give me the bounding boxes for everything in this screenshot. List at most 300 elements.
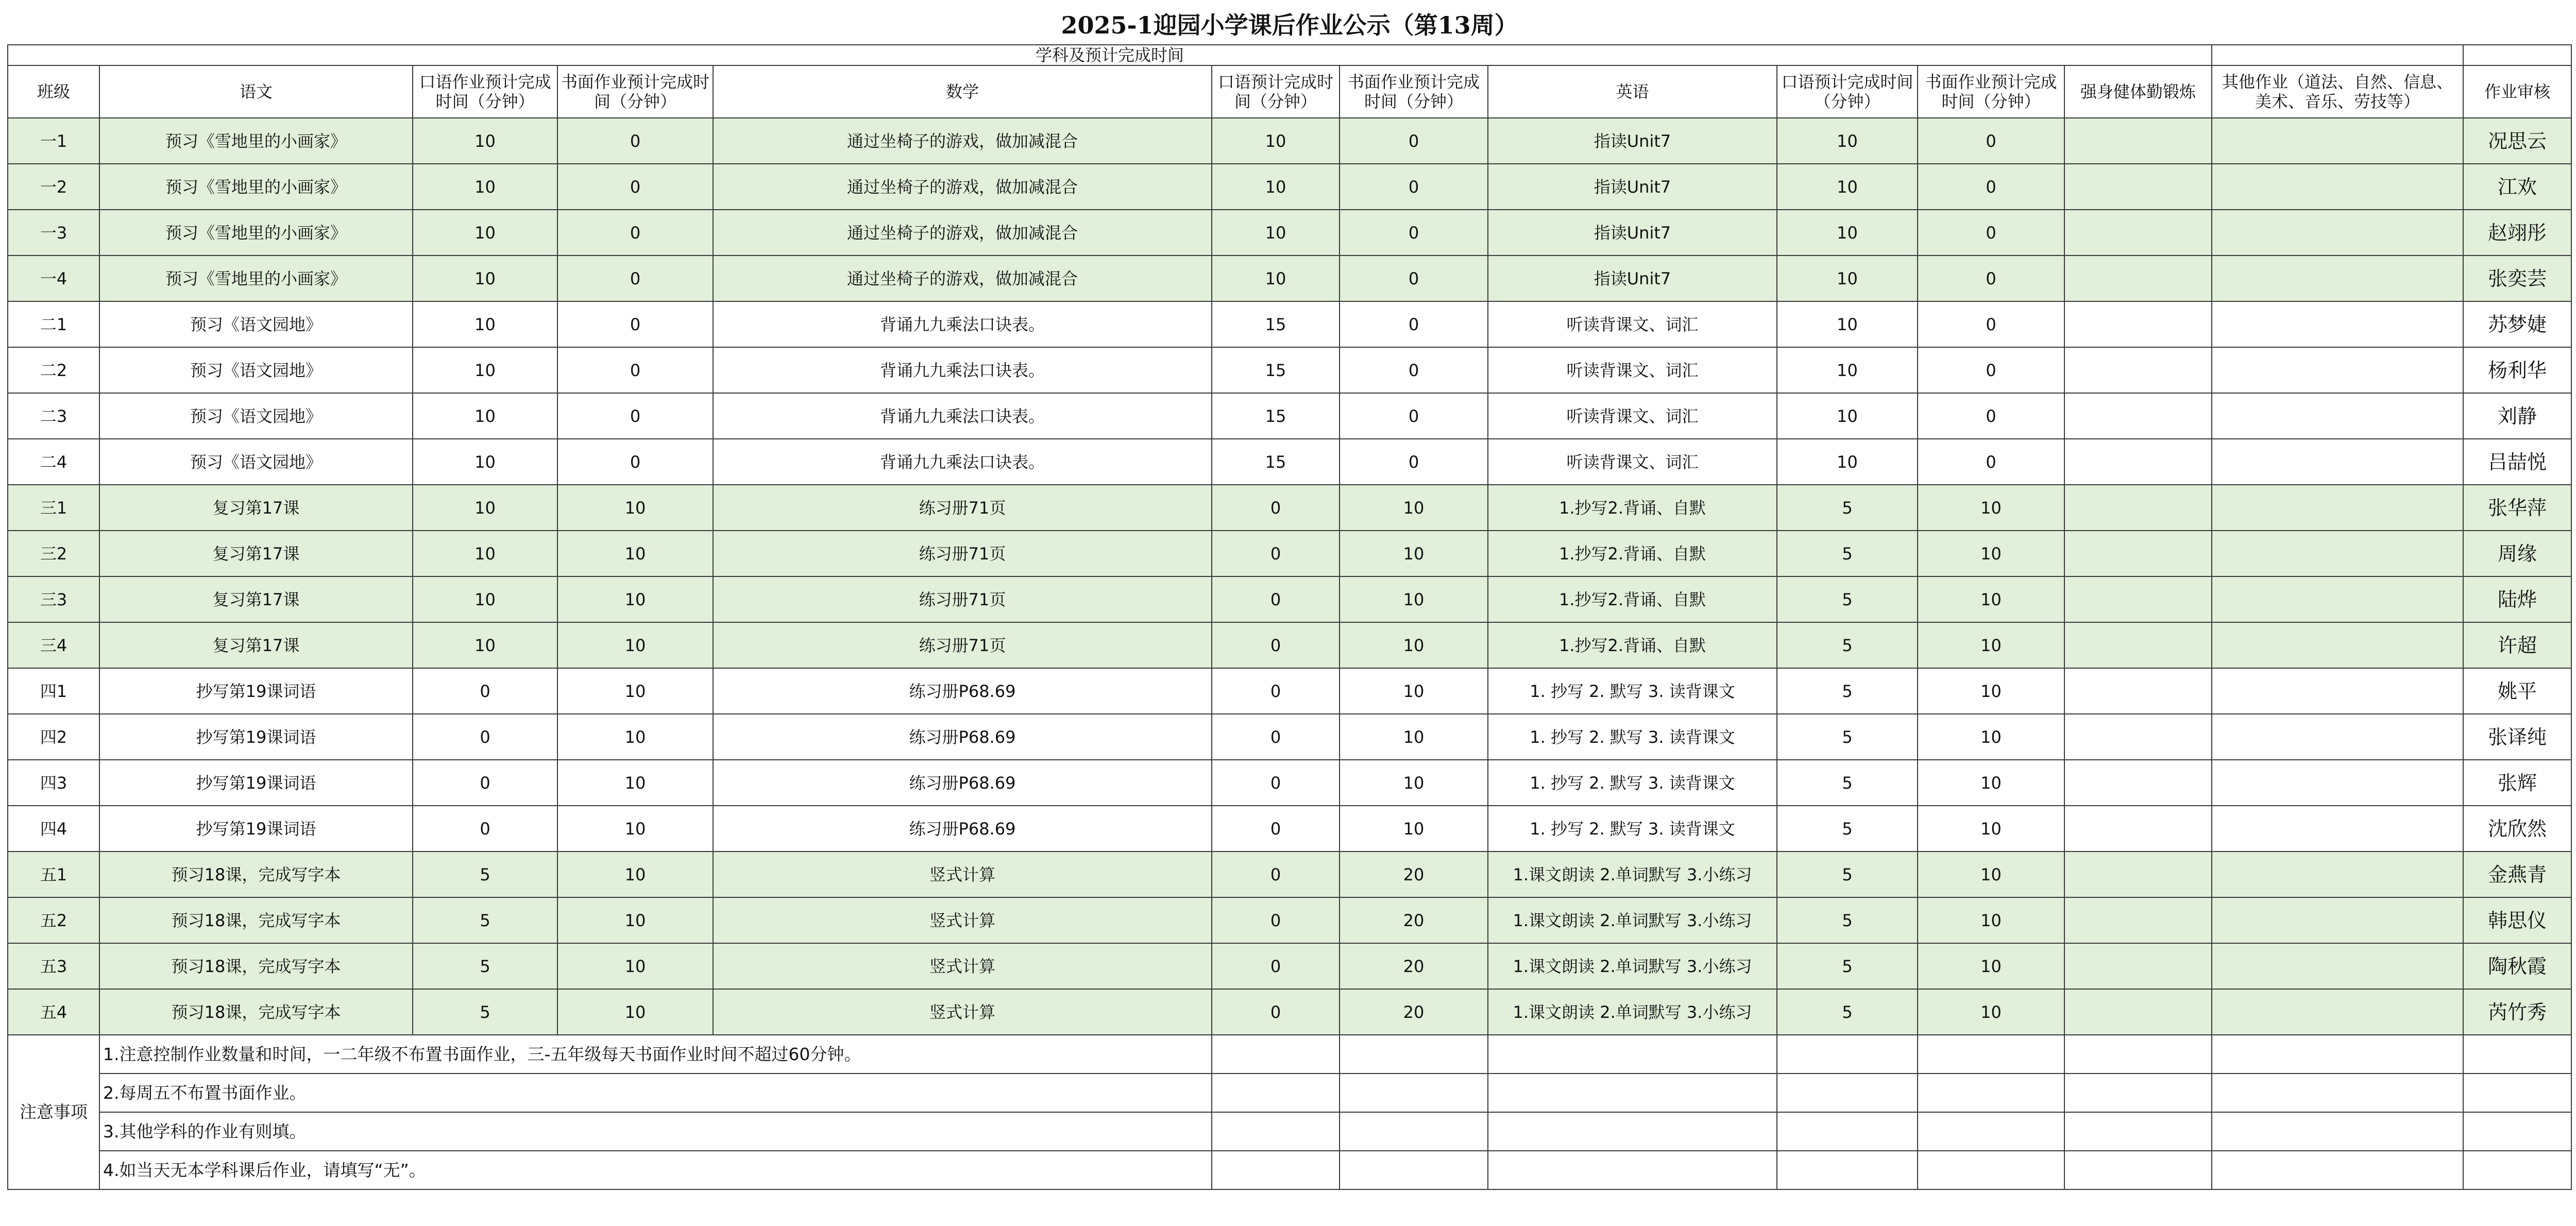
cell-english: 指读Unit7	[1488, 256, 1777, 301]
table-row	[8, 897, 2571, 943]
cell-english-oral: 5	[1777, 622, 1918, 668]
cell-reviewer: 刘静	[2463, 393, 2571, 439]
cell-chinese-oral: 0	[413, 806, 557, 852]
cell-math: 练习册P68.69	[713, 714, 1212, 760]
cell-chinese-written: 0	[557, 210, 713, 256]
table-row	[8, 393, 2571, 439]
cell-math: 练习册71页	[713, 485, 1212, 531]
cell-reviewer: 沈欣然	[2463, 806, 2571, 852]
cell-reviewer: 杨利华	[2463, 347, 2571, 393]
note-blank-cell	[2212, 1074, 2463, 1112]
cell-chinese-oral: 10	[413, 210, 557, 256]
cell-chinese-oral: 5	[413, 989, 557, 1035]
cell-chinese-written: 10	[557, 852, 713, 897]
cell-chinese-oral: 10	[413, 118, 557, 164]
note-row	[8, 1074, 2571, 1112]
cell-chinese: 复习第17课	[99, 531, 413, 576]
cell-english: 1. 抄写 2. 默写 3. 读背课文	[1488, 806, 1777, 852]
cell-english-oral: 10	[1777, 347, 1918, 393]
header-math-oral: 口语预计完成时间（分钟）	[1212, 65, 1340, 118]
cell-math: 通过坐椅子的游戏，做加减混合	[713, 256, 1212, 301]
cell-english: 1.抄写2.背诵、自默	[1488, 485, 1777, 531]
cell-english: 听读背课文、词汇	[1488, 347, 1777, 393]
subheader-blank-cell	[2463, 45, 2571, 65]
cell-class: 一1	[8, 118, 99, 164]
cell-math: 练习册P68.69	[713, 760, 1212, 806]
cell-chinese: 抄写第19课词语	[99, 806, 413, 852]
cell-exercise	[2064, 164, 2212, 210]
note-blank-cell	[2064, 1151, 2212, 1189]
cell-class: 二2	[8, 347, 99, 393]
cell-math-oral: 0	[1212, 531, 1340, 576]
note-blank-cell	[2463, 1074, 2571, 1112]
note-blank-cell	[2064, 1035, 2212, 1074]
cell-chinese-oral: 0	[413, 714, 557, 760]
cell-english: 1.课文朗读 2.单词默写 3.小练习	[1488, 897, 1777, 943]
table-row	[8, 806, 2571, 852]
cell-reviewer: 韩思仪	[2463, 897, 2571, 943]
cell-math-written: 0	[1340, 301, 1488, 347]
note-text: 3.其他学科的作业有则填。	[99, 1112, 1212, 1151]
cell-english-oral: 5	[1777, 760, 1918, 806]
cell-chinese-written: 10	[557, 531, 713, 576]
cell-chinese: 抄写第19课词语	[99, 714, 413, 760]
cell-chinese-oral: 10	[413, 576, 557, 622]
cell-math-oral: 0	[1212, 576, 1340, 622]
cell-other	[2212, 164, 2463, 210]
cell-math: 竖式计算	[713, 852, 1212, 897]
note-blank-cell	[1918, 1112, 2064, 1151]
cell-english: 1.课文朗读 2.单词默写 3.小练习	[1488, 943, 1777, 989]
cell-chinese-written: 10	[557, 622, 713, 668]
cell-english: 1.抄写2.背诵、自默	[1488, 576, 1777, 622]
note-blank-cell	[1918, 1035, 2064, 1074]
cell-chinese-written: 10	[557, 668, 713, 714]
cell-math-oral: 0	[1212, 485, 1340, 531]
cell-english: 1.抄写2.背诵、自默	[1488, 622, 1777, 668]
cell-class: 五4	[8, 989, 99, 1035]
cell-english-written: 0	[1918, 301, 2064, 347]
cell-reviewer: 陶秋霞	[2463, 943, 2571, 989]
cell-english: 听读背课文、词汇	[1488, 301, 1777, 347]
cell-math-oral: 10	[1212, 118, 1340, 164]
cell-chinese-oral: 5	[413, 943, 557, 989]
cell-english-oral: 5	[1777, 485, 1918, 531]
cell-chinese: 预习《雪地里的小画家》	[99, 210, 413, 256]
note-blank-cell	[1488, 1074, 1777, 1112]
cell-chinese-written: 10	[557, 897, 713, 943]
note-blank-cell	[1212, 1151, 1340, 1189]
cell-exercise	[2064, 622, 2212, 668]
cell-english: 1. 抄写 2. 默写 3. 读背课文	[1488, 714, 1777, 760]
cell-math-written: 10	[1340, 760, 1488, 806]
cell-math-oral: 10	[1212, 210, 1340, 256]
cell-chinese: 复习第17课	[99, 576, 413, 622]
header-reviewer: 作业审核	[2463, 65, 2571, 118]
cell-chinese-written: 10	[557, 806, 713, 852]
cell-exercise	[2064, 210, 2212, 256]
cell-chinese: 预习《语文园地》	[99, 439, 413, 485]
cell-chinese-oral: 5	[413, 852, 557, 897]
cell-math-oral: 15	[1212, 439, 1340, 485]
cell-reviewer: 金燕青	[2463, 852, 2571, 897]
cell-english-oral: 10	[1777, 256, 1918, 301]
note-blank-cell	[1777, 1112, 1918, 1151]
cell-exercise	[2064, 485, 2212, 531]
cell-chinese-oral: 10	[413, 439, 557, 485]
cell-math-written: 0	[1340, 210, 1488, 256]
cell-math-oral: 0	[1212, 852, 1340, 897]
header-exercise: 强身健体勤锻炼	[2064, 65, 2212, 118]
note-blank-cell	[2212, 1112, 2463, 1151]
cell-reviewer: 赵翊彤	[2463, 210, 2571, 256]
page-title: 2025-1迎园小学课后作业公示（第13周）	[8, 6, 2571, 45]
cell-chinese-oral: 0	[413, 760, 557, 806]
cell-exercise	[2064, 897, 2212, 943]
cell-english-written: 0	[1918, 393, 2064, 439]
cell-class: 四2	[8, 714, 99, 760]
cell-english-written: 0	[1918, 256, 2064, 301]
cell-math: 通过坐椅子的游戏，做加减混合	[713, 164, 1212, 210]
note-blank-cell	[2212, 1035, 2463, 1074]
cell-math-oral: 15	[1212, 301, 1340, 347]
notes-label: 注意事项	[8, 1035, 99, 1189]
cell-chinese-oral: 5	[413, 897, 557, 943]
cell-reviewer: 江欢	[2463, 164, 2571, 210]
cell-chinese-oral: 10	[413, 164, 557, 210]
cell-math: 背诵九九乘法口诀表。	[713, 301, 1212, 347]
homework-table	[7, 6, 2572, 1190]
cell-other	[2212, 714, 2463, 760]
note-blank-cell	[2463, 1112, 2571, 1151]
cell-english-oral: 5	[1777, 806, 1918, 852]
cell-other	[2212, 485, 2463, 531]
cell-math-oral: 0	[1212, 897, 1340, 943]
cell-english: 1. 抄写 2. 默写 3. 读背课文	[1488, 760, 1777, 806]
cell-class: 五3	[8, 943, 99, 989]
cell-class: 二3	[8, 393, 99, 439]
cell-math: 背诵九九乘法口诀表。	[713, 347, 1212, 393]
cell-math-written: 0	[1340, 256, 1488, 301]
cell-reviewer: 张辉	[2463, 760, 2571, 806]
cell-english-written: 0	[1918, 164, 2064, 210]
cell-math-written: 0	[1340, 347, 1488, 393]
cell-math-written: 10	[1340, 714, 1488, 760]
cell-chinese-written: 10	[557, 485, 713, 531]
cell-english-oral: 10	[1777, 164, 1918, 210]
cell-math: 背诵九九乘法口诀表。	[713, 393, 1212, 439]
note-blank-cell	[1212, 1112, 1340, 1151]
subject-subheader: 学科及预计完成时间	[8, 45, 2212, 65]
table-row	[8, 118, 2571, 164]
cell-english-oral: 5	[1777, 668, 1918, 714]
cell-english: 1.抄写2.背诵、自默	[1488, 531, 1777, 576]
cell-math: 竖式计算	[713, 989, 1212, 1035]
note-blank-cell	[1918, 1074, 2064, 1112]
cell-math: 背诵九九乘法口诀表。	[713, 439, 1212, 485]
cell-math-written: 20	[1340, 943, 1488, 989]
cell-chinese-oral: 10	[413, 485, 557, 531]
cell-english: 1. 抄写 2. 默写 3. 读背课文	[1488, 668, 1777, 714]
cell-english-written: 0	[1918, 439, 2064, 485]
note-blank-cell	[1340, 1112, 1488, 1151]
note-blank-cell	[1777, 1035, 1918, 1074]
cell-math-oral: 10	[1212, 164, 1340, 210]
cell-chinese: 复习第17课	[99, 622, 413, 668]
cell-math: 练习册P68.69	[713, 668, 1212, 714]
cell-reviewer: 张译纯	[2463, 714, 2571, 760]
cell-english: 指读Unit7	[1488, 118, 1777, 164]
table-row	[8, 760, 2571, 806]
cell-other	[2212, 989, 2463, 1035]
cell-chinese-written: 0	[557, 301, 713, 347]
note-blank-cell	[1488, 1035, 1777, 1074]
cell-english: 听读背课文、词汇	[1488, 393, 1777, 439]
cell-english-written: 10	[1918, 668, 2064, 714]
note-blank-cell	[1777, 1074, 1918, 1112]
cell-english-written: 0	[1918, 210, 2064, 256]
table-row	[8, 989, 2571, 1035]
table-row	[8, 164, 2571, 210]
cell-math: 通过坐椅子的游戏，做加减混合	[713, 118, 1212, 164]
cell-english-written: 10	[1918, 531, 2064, 576]
cell-reviewer: 吕喆悦	[2463, 439, 2571, 485]
cell-other	[2212, 439, 2463, 485]
cell-exercise	[2064, 668, 2212, 714]
header-english-written: 书面作业预计完成时间（分钟）	[1918, 65, 2064, 118]
cell-other	[2212, 118, 2463, 164]
cell-exercise	[2064, 852, 2212, 897]
cell-math: 练习册71页	[713, 622, 1212, 668]
cell-class: 四4	[8, 806, 99, 852]
cell-chinese-written: 0	[557, 256, 713, 301]
cell-class: 三3	[8, 576, 99, 622]
cell-chinese-oral: 0	[413, 668, 557, 714]
cell-math-written: 20	[1340, 897, 1488, 943]
note-blank-cell	[1488, 1112, 1777, 1151]
cell-english-written: 10	[1918, 989, 2064, 1035]
cell-chinese-oral: 10	[413, 301, 557, 347]
cell-math-written: 10	[1340, 531, 1488, 576]
cell-reviewer: 张华萍	[2463, 485, 2571, 531]
cell-english-written: 10	[1918, 714, 2064, 760]
cell-other	[2212, 668, 2463, 714]
cell-chinese-written: 0	[557, 164, 713, 210]
table-row	[8, 210, 2571, 256]
cell-chinese-written: 10	[557, 714, 713, 760]
cell-chinese: 预习18课，完成写字本	[99, 943, 413, 989]
cell-exercise	[2064, 576, 2212, 622]
cell-other	[2212, 393, 2463, 439]
cell-other	[2212, 760, 2463, 806]
cell-chinese: 抄写第19课词语	[99, 760, 413, 806]
cell-math-oral: 0	[1212, 943, 1340, 989]
cell-other	[2212, 806, 2463, 852]
cell-exercise	[2064, 760, 2212, 806]
cell-math-written: 10	[1340, 622, 1488, 668]
cell-other	[2212, 301, 2463, 347]
cell-reviewer: 许超	[2463, 622, 2571, 668]
cell-math-oral: 0	[1212, 806, 1340, 852]
note-blank-cell	[1777, 1151, 1918, 1189]
note-row	[8, 1112, 2571, 1151]
cell-math-oral: 0	[1212, 622, 1340, 668]
cell-english-oral: 10	[1777, 118, 1918, 164]
cell-math-written: 10	[1340, 806, 1488, 852]
header-chinese-oral: 口语作业预计完成时间（分钟）	[413, 65, 557, 118]
cell-chinese: 预习《语文园地》	[99, 301, 413, 347]
cell-english-written: 10	[1918, 806, 2064, 852]
cell-chinese: 预习18课，完成写字本	[99, 897, 413, 943]
cell-chinese: 预习《雪地里的小画家》	[99, 118, 413, 164]
table-row	[8, 943, 2571, 989]
note-text: 2.每周五不布置书面作业。	[99, 1074, 1212, 1112]
cell-chinese: 预习18课，完成写字本	[99, 852, 413, 897]
cell-other	[2212, 210, 2463, 256]
cell-math-oral: 15	[1212, 347, 1340, 393]
cell-math-oral: 0	[1212, 760, 1340, 806]
cell-english-written: 0	[1918, 118, 2064, 164]
cell-english: 指读Unit7	[1488, 210, 1777, 256]
cell-english-written: 10	[1918, 576, 2064, 622]
cell-math-written: 0	[1340, 164, 1488, 210]
cell-other	[2212, 576, 2463, 622]
cell-math: 练习册P68.69	[713, 806, 1212, 852]
cell-english-oral: 5	[1777, 531, 1918, 576]
note-text: 4.如当天无本学科课后作业，请填写“无”。	[99, 1151, 1212, 1189]
cell-exercise	[2064, 943, 2212, 989]
cell-english: 听读背课文、词汇	[1488, 439, 1777, 485]
header-class: 班级	[8, 65, 99, 118]
cell-chinese-oral: 10	[413, 531, 557, 576]
cell-other	[2212, 531, 2463, 576]
cell-reviewer: 芮竹秀	[2463, 989, 2571, 1035]
cell-chinese: 抄写第19课词语	[99, 668, 413, 714]
table-row	[8, 714, 2571, 760]
note-blank-cell	[1340, 1074, 1488, 1112]
note-blank-cell	[1212, 1074, 1340, 1112]
table-row	[8, 301, 2571, 347]
cell-chinese-written: 0	[557, 118, 713, 164]
cell-exercise	[2064, 118, 2212, 164]
table-row	[8, 439, 2571, 485]
cell-english-oral: 10	[1777, 393, 1918, 439]
cell-english-oral: 10	[1777, 439, 1918, 485]
cell-chinese-oral: 10	[413, 622, 557, 668]
cell-class: 一4	[8, 256, 99, 301]
cell-exercise	[2064, 806, 2212, 852]
table-row	[8, 485, 2571, 531]
note-blank-cell	[2463, 1035, 2571, 1074]
cell-reviewer: 苏梦婕	[2463, 301, 2571, 347]
cell-math-oral: 15	[1212, 393, 1340, 439]
cell-english-written: 10	[1918, 852, 2064, 897]
note-blank-cell	[1212, 1035, 1340, 1074]
cell-reviewer: 姚平	[2463, 668, 2571, 714]
cell-reviewer: 陆烨	[2463, 576, 2571, 622]
cell-other	[2212, 852, 2463, 897]
header-english-oral: 口语预计完成时间（分钟）	[1777, 65, 1918, 118]
cell-english: 1.课文朗读 2.单词默写 3.小练习	[1488, 989, 1777, 1035]
table-row	[8, 347, 2571, 393]
cell-math-written: 0	[1340, 439, 1488, 485]
note-blank-cell	[1340, 1151, 1488, 1189]
cell-chinese-written: 10	[557, 989, 713, 1035]
cell-math-written: 10	[1340, 576, 1488, 622]
note-text: 1.注意控制作业数量和时间，一二年级不布置书面作业，三-五年级每天书面作业时间不超过60分钟。	[99, 1035, 1212, 1074]
cell-chinese: 预习《语文园地》	[99, 347, 413, 393]
cell-class: 一3	[8, 210, 99, 256]
cell-english-written: 10	[1918, 485, 2064, 531]
cell-math: 通过坐椅子的游戏，做加减混合	[713, 210, 1212, 256]
cell-english: 1.课文朗读 2.单词默写 3.小练习	[1488, 852, 1777, 897]
note-row	[8, 1035, 2571, 1074]
cell-class: 三4	[8, 622, 99, 668]
cell-chinese: 预习《语文园地》	[99, 393, 413, 439]
note-blank-cell	[2064, 1074, 2212, 1112]
cell-english-written: 10	[1918, 760, 2064, 806]
cell-chinese-written: 0	[557, 347, 713, 393]
cell-english-written: 10	[1918, 897, 2064, 943]
cell-math-written: 10	[1340, 668, 1488, 714]
cell-math-oral: 0	[1212, 714, 1340, 760]
cell-chinese: 复习第17课	[99, 485, 413, 531]
cell-chinese-written: 10	[557, 576, 713, 622]
cell-math-written: 20	[1340, 852, 1488, 897]
note-row	[8, 1151, 2571, 1189]
cell-english: 指读Unit7	[1488, 164, 1777, 210]
cell-class: 五1	[8, 852, 99, 897]
cell-chinese-oral: 10	[413, 393, 557, 439]
header-math-written: 书面作业预计完成时间（分钟）	[1340, 65, 1488, 118]
note-blank-cell	[1488, 1151, 1777, 1189]
header-english: 英语	[1488, 65, 1777, 118]
cell-chinese-written: 0	[557, 393, 713, 439]
cell-math: 竖式计算	[713, 897, 1212, 943]
cell-math-written: 0	[1340, 118, 1488, 164]
cell-exercise	[2064, 531, 2212, 576]
table-row	[8, 531, 2571, 576]
cell-math: 练习册71页	[713, 576, 1212, 622]
table-row	[8, 622, 2571, 668]
table-row	[8, 576, 2571, 622]
cell-other	[2212, 622, 2463, 668]
cell-other	[2212, 256, 2463, 301]
cell-exercise	[2064, 714, 2212, 760]
cell-class: 三1	[8, 485, 99, 531]
cell-chinese-written: 10	[557, 760, 713, 806]
cell-class: 一2	[8, 164, 99, 210]
cell-exercise	[2064, 989, 2212, 1035]
cell-exercise	[2064, 347, 2212, 393]
cell-chinese: 预习《雪地里的小画家》	[99, 164, 413, 210]
cell-english-oral: 5	[1777, 852, 1918, 897]
cell-class: 三2	[8, 531, 99, 576]
table-row	[8, 256, 2571, 301]
cell-other	[2212, 347, 2463, 393]
note-blank-cell	[2212, 1151, 2463, 1189]
cell-class: 四1	[8, 668, 99, 714]
cell-math-oral: 10	[1212, 256, 1340, 301]
header-chinese-written: 书面作业预计完成时间（分钟）	[557, 65, 713, 118]
cell-english-oral: 5	[1777, 897, 1918, 943]
subheader-blank-cell	[2212, 45, 2463, 65]
cell-english-oral: 5	[1777, 943, 1918, 989]
cell-english-written: 10	[1918, 622, 2064, 668]
cell-english-written: 10	[1918, 943, 2064, 989]
cell-other	[2212, 943, 2463, 989]
cell-reviewer: 张奕芸	[2463, 256, 2571, 301]
